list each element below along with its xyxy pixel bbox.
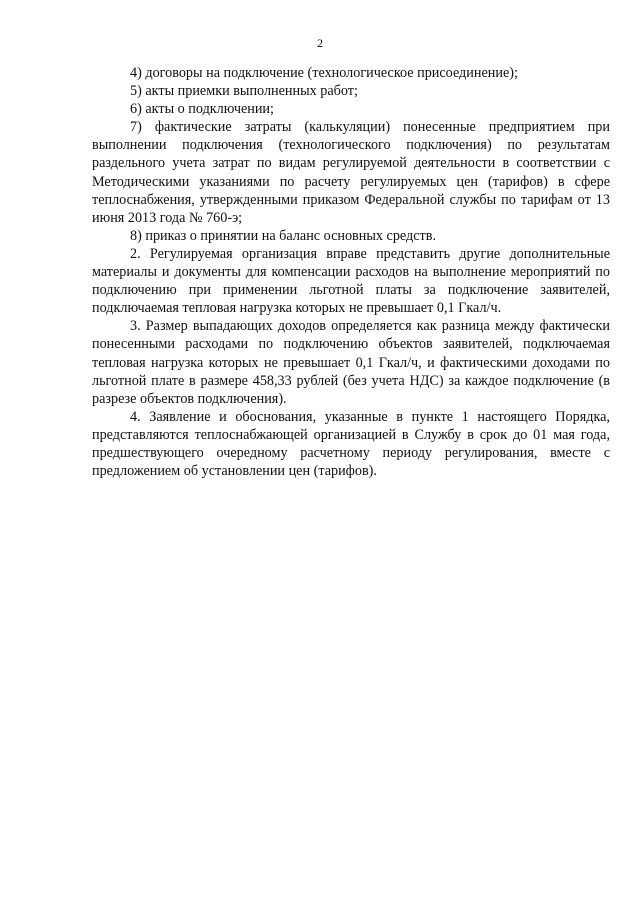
list-item-7: 7) фактические затраты (калькуляции) понесенные предприятием при выполнении подключения (технологического подключения) по результатам раздельного учета затрат по видам регулируемой деятельности в соответствии с Методическими указаниями по расчету регулируемых цен (тарифов) в сфере теплоснабжения, утвержденными приказом Федеральной службы по тарифам от 13 июня 2013 года № 760-э; xyxy=(92,119,610,226)
paragraph-2: 2. Регулируемая организация вправе представить другие дополнительные материалы и документы для компенсации расходов на выполнение мероприятий по подключению при применении льготной платы за подключение заявителей, подключаемая тепловая нагрузка которых не превышает 0,1 Гкал/ч. xyxy=(92,245,610,317)
document-body xyxy=(92,64,610,480)
list-item-6: 6) акты о подключении; xyxy=(130,101,274,118)
page-number: 2 xyxy=(317,36,323,50)
list-item-5: 5) акты приемки выполненных работ; xyxy=(130,83,358,100)
paragraph-4: 4. Заявление и обоснования, указанные в пункте 1 настоящего Порядка, представляются теплоснабжающей организацией в Службу в срок до 01 мая года, предшествующего очередному расчетному периоду регулирования, вместе с предложением об установлении цен (тарифов). xyxy=(92,408,610,480)
list-item-4: 4) договоры на подключение (технологическое присоединение); xyxy=(130,65,518,81)
paragraph-3: 3. Размер выпадающих доходов определяется как разница между фактически понесенными расходами по подключению объектов заявителей, подключаемая тепловая нагрузка которых не превышает 0,1 Гкал/ч, и фактическими доходами по льготной плате в размере 458,33 рублей (без учета НДС) за каждое подключение (в разрезе объектов подключения). xyxy=(92,318,610,407)
list-item-8: 8) приказ о принятии на баланс основных средств. xyxy=(130,227,436,244)
